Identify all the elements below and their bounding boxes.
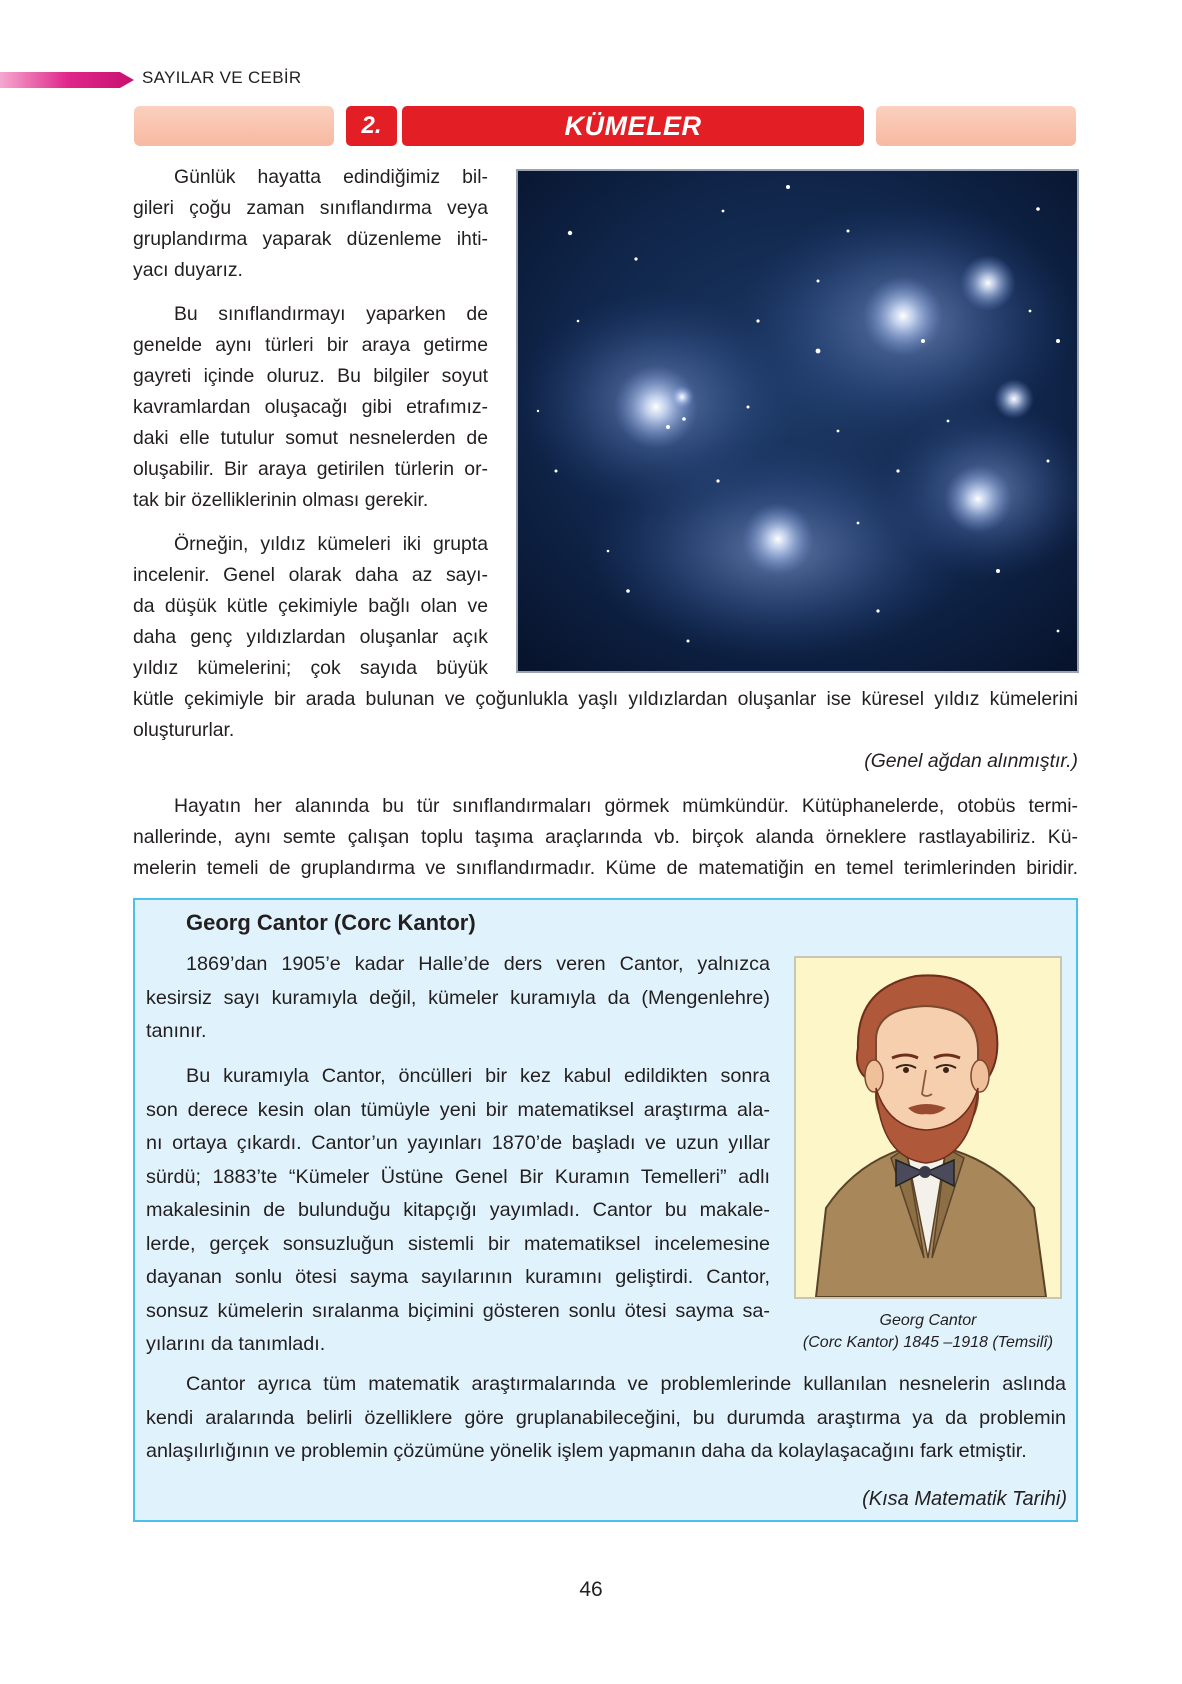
intro-source: (Genel ağdan alınmıştır.)	[864, 750, 1078, 772]
text-line: 1869’dan 1905’e kadar Halle’de ders veren Cantor, yalnızca	[186, 953, 770, 975]
chapter-title: KÜMELER	[402, 106, 864, 146]
text-line: gruplandırma yaparak düzenleme ihti-	[133, 228, 488, 250]
text-line: son derece kesin olan tümüyle yeni bir matematiksel araştırma ala-	[146, 1098, 770, 1121]
text-line: yacı duyarız.	[133, 259, 243, 281]
text-line: lerde, gerçek sonsuzluğun sistemli bir matematiksel incelemesine	[146, 1232, 770, 1255]
cantor-source: (Kısa Matematik Tarihi)	[862, 1488, 1067, 1510]
text-line: kesirsiz sayı kuramıyla değil, kümeler kuramıyla da (Mengenlehre)	[146, 986, 770, 1009]
text-line: nı ortaya çıkardı. Cantor’un yayınları 1870’de başladı ve uzun yıllar	[146, 1132, 770, 1154]
header-band-right	[876, 106, 1076, 146]
text-line: gileri çoğu zaman sınıflandırma veya	[133, 197, 488, 219]
text-line: incelenir. Genel olarak daha az sayı-	[133, 564, 488, 586]
text-line: Günlük hayatta edindiğimiz bil-	[174, 166, 488, 188]
text-line: tak bir özelliklerinin olması gerekir.	[133, 489, 429, 511]
text-line: oluşabilir. Bir araya getirilen türlerin or-	[133, 458, 488, 480]
text-line: kendi aralarında belirli özelliklere göre gruplanabileceğini, bu durumda araştırma ya da problemin	[146, 1406, 1066, 1429]
cantor-box-title: Georg Cantor (Corc Kantor)	[186, 910, 476, 935]
text-line: nallerinde, aynı semte çalışan toplu taşıma araçlarında vb. birçok alanda örneklere rastlayabiliriz. Kü-	[133, 826, 1078, 848]
text-line: Bu sınıflandırmayı yaparken de	[174, 303, 488, 325]
text-line: melerin temeli de gruplandırma ve sınıflandırmadır. Küme de matematiğin en temel terimlerinden biridir.	[133, 857, 1078, 879]
text-line: kütle çekimiyle bir arada bulunan ve çoğunlukla yaşlı yıldızlardan oluşanlar ise küresel yıldız kümelerini	[133, 688, 1078, 710]
text-line: oluştururlar.	[133, 719, 235, 741]
text-line: sonsuz kümelerin sıralanma biçimini gösteren sonlu ötesi sayma sa-	[146, 1299, 770, 1322]
cantor-paragraph-1	[146, 948, 770, 1049]
chapter-number: 2.	[346, 106, 397, 146]
intro-paragraph-3-continued	[133, 684, 1078, 746]
text-line: tanınır.	[146, 1020, 207, 1042]
intro-paragraph-3	[133, 529, 488, 684]
text-line: gayreti içinde oluruz. Bu bilgiler soyut	[133, 365, 488, 387]
text-line: genelde aynı türleri bir araya getirme	[133, 334, 488, 356]
section-arrow-icon	[0, 70, 134, 90]
body-paragraph	[133, 791, 1078, 884]
intro-paragraph-2	[133, 299, 488, 516]
page-number: 46	[579, 1578, 603, 1601]
cantor-paragraph-3	[146, 1368, 1066, 1469]
text-line: da düşük kütle çekimiyle bağlı olan ve	[133, 595, 488, 617]
text-line: daki elle tutulur somut nesnelerden de	[133, 427, 488, 449]
portrait-caption-name: Georg Cantor	[879, 1312, 977, 1329]
cantor-paragraph-2	[146, 1060, 770, 1362]
header-band-left	[134, 106, 334, 146]
text-line: makalesinin de bulunduğu kitapçığı yayımladı. Cantor bu makale-	[146, 1199, 770, 1221]
text-line: anlaşılırlığının ve problemin çözümüne yönelik işlem yapmanın daha da kolaylaşacağını fark etmiştir.	[146, 1440, 1027, 1462]
text-line: daha genç yıldızlardan oluşanlar açık	[133, 626, 488, 648]
text-line: Bu kuramıyla Cantor, öncülleri bir kez kabul edildikten sonra	[186, 1065, 770, 1087]
text-line: kavramlardan oluşacağı gibi etrafımız-	[133, 396, 488, 418]
text-line: yıldız kümelerini; çok sayıda büyük	[133, 657, 488, 679]
text-line: dayanan sonlu ötesi sayma sayılarının kuramını geliştirdi. Cantor,	[146, 1266, 770, 1288]
text-line: yılarını da tanımladı.	[146, 1333, 326, 1355]
star-cluster-photo	[516, 169, 1079, 673]
text-line: Örneğin, yıldız kümeleri iki grupta	[174, 533, 488, 555]
portrait-caption-dates: (Corc Kantor) 1845 –1918 (Temsilî)	[802, 1334, 1054, 1351]
text-line: Hayatın her alanında bu tür sınıflandırmaları görmek mümkündür. Kütüphanelerde, otobüs termi-	[174, 795, 1078, 817]
text-line: sürdü; 1883’te “Kümeler Üstüne Genel Bir Kuramın Temelleri” adlı	[146, 1165, 770, 1188]
cantor-portrait	[794, 956, 1062, 1299]
text-line: Cantor ayrıca tüm matematik araştırmalarında ve problemlerinde kullanılan nesnelerin aslında	[186, 1373, 1066, 1395]
section-label: SAYILAR VE CEBİR	[142, 68, 302, 87]
intro-paragraph-1	[133, 162, 488, 286]
